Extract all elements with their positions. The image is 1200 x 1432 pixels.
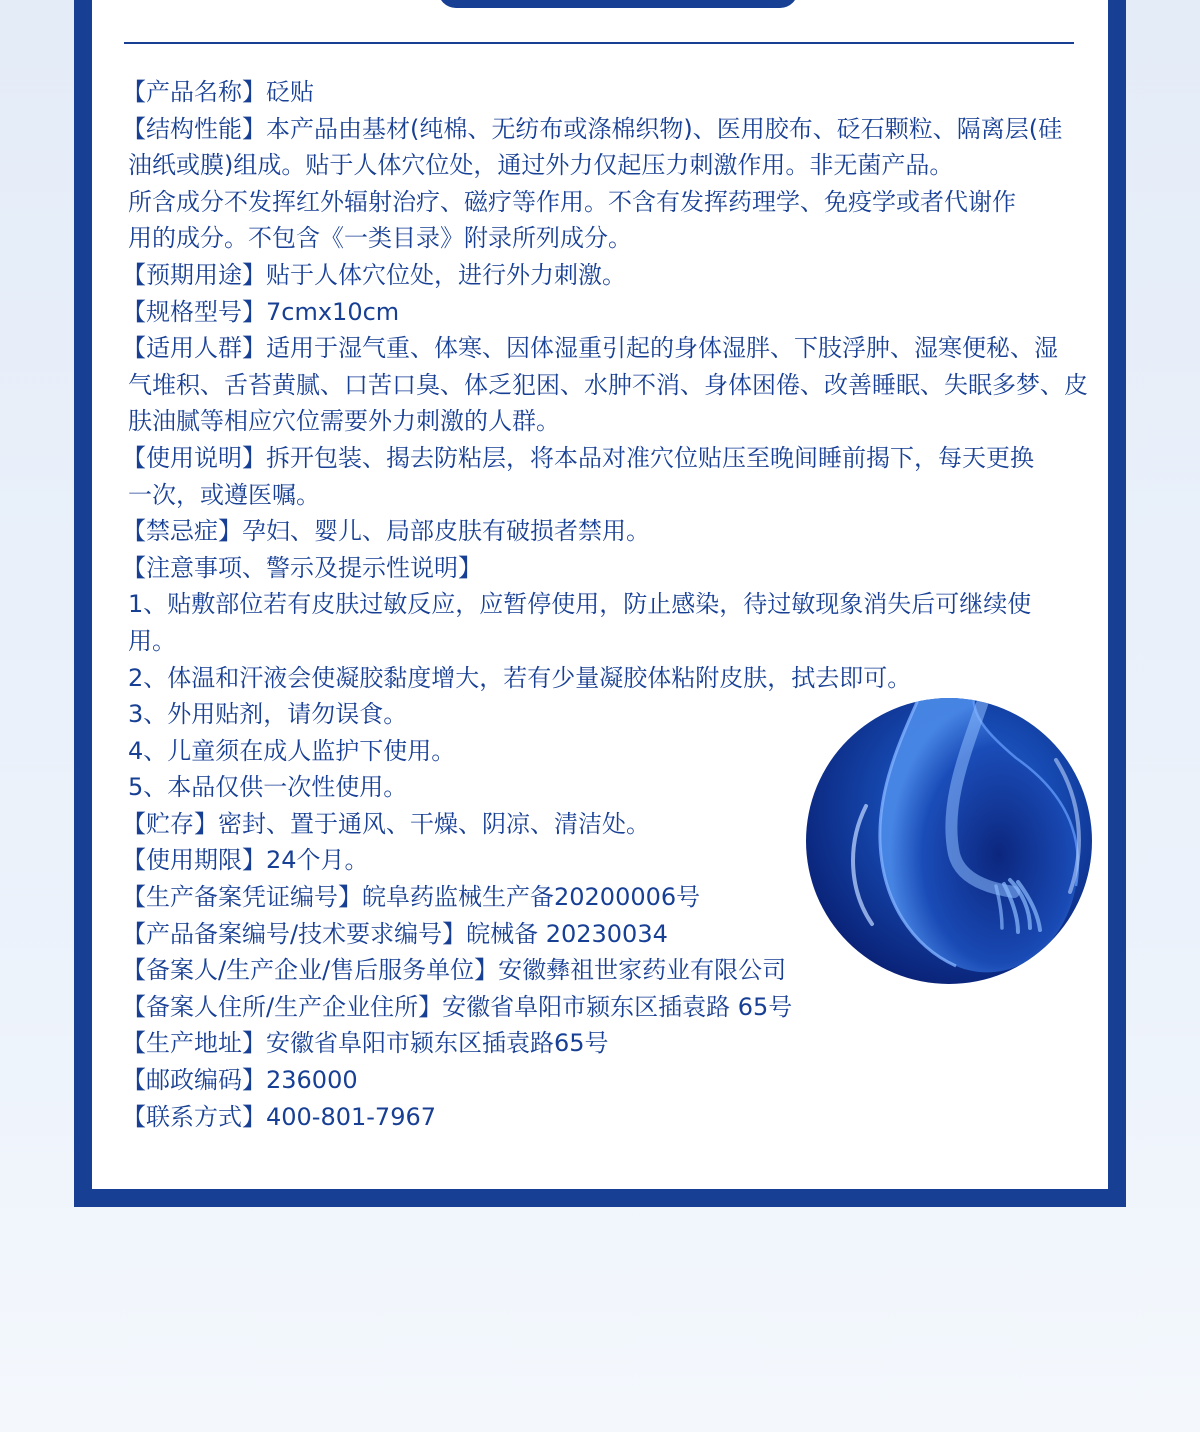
text-line-registrant-address: 【备案人住所/生产企业住所】安徽省阜阳市颍东区插袁路 65号: [122, 992, 793, 1021]
document-panel: [92, 0, 1108, 1189]
text-line-precaution-3: 3、外用贴剂，请勿误食。: [128, 700, 408, 729]
text-line-target-population-cont-2: 肤油腻等相应穴位需要外力刺激的人群。: [128, 407, 560, 436]
text-line-target-population-cont-1: 气堆积、舌苔黄腻、口苦口臭、体乏犯困、水肿不消、身体困倦、改善睡眠、失眠多梦、皮: [128, 370, 1088, 399]
text-line-registrant: 【备案人/生产企业/售后服务单位】安徽彝祖世家药业有限公司: [122, 956, 787, 985]
text-line-contraindications: 【禁忌症】孕妇、婴儿、局部皮肤有破损者禁用。: [122, 517, 650, 546]
text-line-structure: 【结构性能】本产品由基材(纯棉、无纺布或涤棉织物)、医用胶布、砭石颗粒、隔离层(硅: [122, 114, 1063, 143]
text-line-target-population: 【适用人群】适用于湿气重、体寒、因体湿重引起的身体湿胖、下肢浮肿、湿寒便秘、湿: [122, 334, 1058, 363]
header-tab: [438, 0, 798, 8]
text-line-product-name: 【产品名称】砭贴: [122, 78, 314, 106]
divider-line: [124, 42, 1074, 44]
text-line-precaution-1: 1、贴敷部位若有皮肤过敏反应，应暂停使用，防止感染，待过敏现象消失后可继续使: [128, 590, 1032, 619]
text-line-usage: 【使用说明】拆开包装、揭去防粘层，将本品对准穴位贴压至晚间睡前揭下，每天更换: [122, 443, 1034, 472]
text-line-precaution-5: 5、本品仅供一次性使用。: [128, 773, 408, 802]
text-line-structure-cont: 油纸或膜)组成。贴于人体穴位处，通过外力仅起压力刺激作用。非无菌产品。: [128, 151, 954, 180]
text-line-shelf-life: 【使用期限】24个月。: [122, 846, 369, 875]
body-silhouette-hip-illustration-icon: [804, 696, 1094, 986]
text-line-usage-cont: 一次，或遵医嘱。: [128, 480, 320, 509]
text-line-contact: 【联系方式】400-801-7967: [122, 1102, 437, 1131]
text-line-product-record: 【产品备案编号/技术要求编号】皖械备 20230034: [122, 919, 668, 948]
text-line-ingredients: 所含成分不发挥红外辐射治疗、磁疗等作用。不含有发挥药理学、免疫学或者代谢作: [128, 187, 1016, 216]
document-frame: [74, 0, 1126, 1207]
text-line-production-address: 【生产地址】安徽省阜阳市颍东区插袁路65号: [122, 1029, 609, 1058]
text-line-postal-code: 【邮政编码】236000: [122, 1066, 358, 1095]
text-line-production-record: 【生产备案凭证编号】皖阜药监械生产备20200006号: [122, 883, 701, 912]
text-line-storage: 【贮存】密封、置于通风、干燥、阴凉、清洁处。: [122, 809, 650, 838]
text-line-specification: 【规格型号】7cmx10cm: [122, 297, 400, 326]
text-line-precaution-4: 4、儿童须在成人监护下使用。: [128, 736, 456, 765]
text-line-precaution-1-cont: 用。: [128, 626, 176, 655]
text-line-ingredients-cont: 用的成分。不包含《一类目录》附录所列成分。: [128, 224, 632, 253]
text-line-precaution-2: 2、体温和汗液会使凝胶黏度增大，若有少量凝胶体粘附皮肤，拭去即可。: [128, 663, 912, 692]
text-line-precautions-heading: 【注意事项、警示及提示性说明】: [122, 553, 482, 582]
text-line-intended-use: 【预期用途】贴于人体穴位处，进行外力刺激。: [122, 260, 626, 289]
